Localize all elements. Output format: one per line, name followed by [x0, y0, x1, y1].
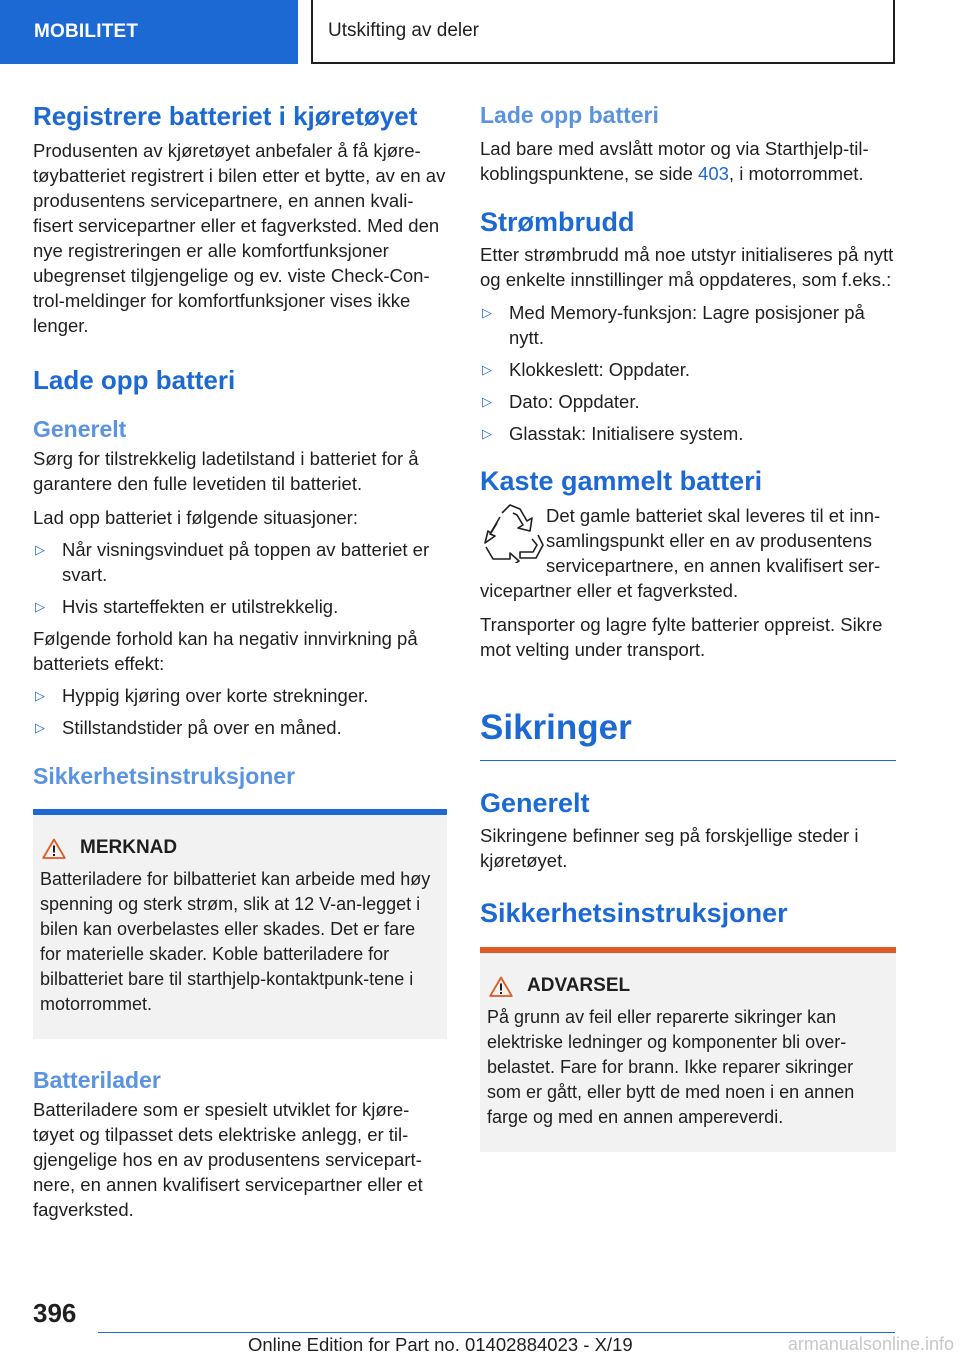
watermark: armanualsonline.info — [787, 1334, 954, 1354]
charge-heading-right: Lade opp batteri — [480, 102, 659, 128]
list-item: ▷ Stillstandstider på over en måned. — [33, 715, 447, 740]
outage-paragraph: Etter strømbrudd må noe utstyr initialiseres på nytt og enkelte innstillinger må oppdateres, som f.eks.: — [480, 244, 894, 290]
list-item: ▷ Glasstak: Initialisere system. — [480, 421, 896, 446]
dispose-paragraph-a: Det gamle batteriet skal leveres til et inn-samlingspunkt eller en av produsentens servicepartnere, en annen kvalifisert ser- — [546, 505, 881, 576]
warning-box — [480, 947, 896, 1152]
charger-heading: Batterilader — [33, 1067, 161, 1093]
register-paragraph: Produsenten av kjøretøyet anbefaler å få kjøre-tøybatteriet registrert i bilen etter et bytte, av en av produsentens servicepartnere, en annen kvali-fisert servicepartner eller et fagverksted. Med den nye registreringen er alle komfortfunksjoner ubegrenset tilgjengelige og ev. viste Check-Con-trol-meldinger for komfortfunksjoner vises ikke lenger. — [33, 140, 446, 336]
charge-paragraph: Lad bare med avslått motor og via Starthjelp-til-koblingspunktene, se side 403, i motorrommet. — [480, 138, 869, 184]
list-item: ▷ Når visningsvinduet på toppen av batteriet er svart. — [35, 539, 430, 585]
general-paragraph: Sørg for tilstrekkelig ladetilstand i batteriet for å garantere den fulle levetiden til batteriet. — [33, 448, 419, 494]
footer-divider — [98, 1332, 895, 1333]
negative-intro: Følgende forhold kan ha negativ innvirkning på batteriets effekt: — [33, 628, 418, 674]
triangle-bullet-icon: ▷ — [482, 305, 492, 320]
situations-list — [33, 537, 447, 619]
situations-intro: Lad opp batteriet i følgende situasjoner: — [33, 507, 358, 528]
dispose-block — [480, 503, 896, 578]
page-link[interactable]: 403 — [698, 163, 729, 184]
fuses-safety-heading: Sikkerhetsinstruksjoner — [480, 898, 788, 928]
notice-box — [33, 809, 447, 1039]
general-heading: Generelt — [33, 416, 127, 442]
outage-heading: Strømbrudd — [480, 207, 635, 237]
triangle-bullet-icon: ▷ — [482, 394, 492, 409]
fuses-heading: Sikringer — [480, 708, 632, 747]
negatives-list — [33, 683, 447, 740]
recycle-icon — [480, 503, 546, 563]
list-item: ▷ Dato: Oppdater. — [480, 389, 896, 414]
fuses-general-heading: Generelt — [480, 788, 590, 818]
register-heading: Registrere batteriet i kjøretøyet — [33, 101, 418, 131]
triangle-bullet-icon: ▷ — [482, 362, 492, 377]
list-item: ▷ Hvis starteffekten er utilstrekkelig. — [33, 594, 447, 619]
right-column — [480, 100, 896, 1152]
triangle-bullet-icon: ▷ — [35, 599, 45, 614]
triangle-bullet-icon: ▷ — [35, 688, 45, 703]
warning-title: ADVARSEL — [487, 975, 888, 997]
fuses-general-paragraph: Sikringene befinner seg på forskjellige steder i kjøretøyet. — [480, 825, 859, 871]
triangle-bullet-icon: ▷ — [35, 542, 45, 557]
chapter-title: Utskifting av deler — [311, 0, 895, 64]
charge-heading: Lade opp batteri — [33, 365, 236, 395]
page-number: 396 — [33, 1298, 77, 1328]
triangle-bullet-icon: ▷ — [35, 720, 45, 735]
outage-list — [480, 300, 896, 446]
warning-text: På grunn av feil eller reparerte sikringer kan elektriske ledninger og komponenter bli over-belastet. Fare for brann. Ikke reparer sikringer som er gått, eller bytt de med noen i en annen farge og med en annen ampereverdi. — [487, 1007, 855, 1127]
notice-title: MERKNAD — [40, 837, 439, 859]
list-item: ▷ Hyppig kjøring over korte strekninger. — [33, 683, 447, 708]
left-column — [33, 100, 447, 1222]
list-item: ▷ Klokkeslett: Oppdater. — [480, 357, 896, 382]
triangle-bullet-icon: ▷ — [482, 426, 492, 441]
warning-triangle-icon — [489, 976, 513, 997]
notice-text: Batteriladere for bilbatteriet kan arbeide med høy spenning og sterk strøm, slik at 12 V-an-legget i bilen kan overbelastes eller skades. Det er fare for materielle skader. Koble batteriladere for bilbatteriet bare til starthjelp-kontaktpunk-tene i motorrommet. — [40, 869, 431, 1014]
list-item: ▷ Med Memory-funksjon: Lagre posisjoner på nytt. — [482, 302, 865, 348]
warning-triangle-icon — [42, 838, 66, 859]
charger-paragraph: Batteriladere som er spesielt utviklet for kjøre-tøyet og tilpasset dets elektriske anlegg, er til-gjengelige hos en av produsentens servicepart-nere, en annen kvalifisert servicepartner eller et fagverksted. — [33, 1099, 423, 1220]
dispose-heading: Kaste gammelt batteri — [480, 466, 763, 496]
safety-heading: Sikkerhetsinstruksjoner — [33, 763, 296, 789]
transport-paragraph: Transporter og lagre fylte batterier oppreist. Sikre mot velting under transport. — [480, 614, 883, 660]
dispose-paragraph-b: vicepartner eller et fagverksted. — [480, 580, 739, 601]
section-tab: MOBILITET — [0, 0, 298, 64]
edition-text: Online Edition for Part no. 01402884023 - X/19 — [248, 1334, 633, 1355]
